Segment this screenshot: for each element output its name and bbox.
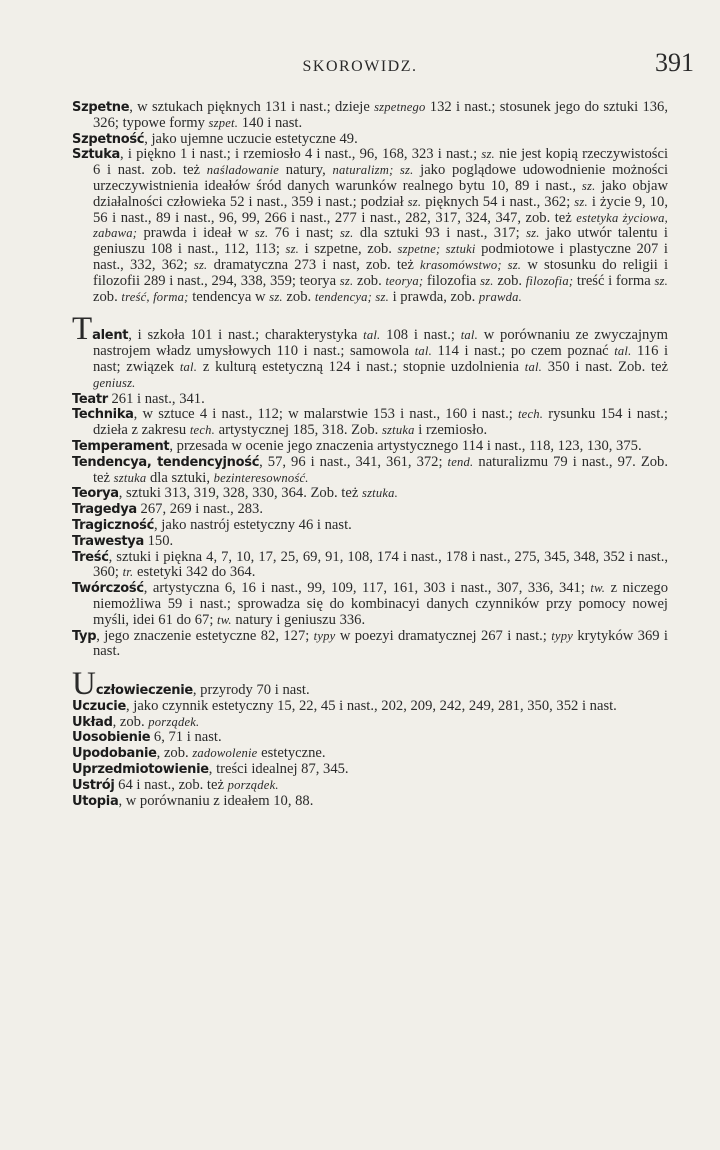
cross-reference: naśladowanie [206, 163, 280, 178]
entry-headword: Upodobanie [72, 746, 157, 762]
entry-text: , sztuki i piękna 4, 7, 10, 17, 25, 69, 91, 108, 174 i nast., 178 i nast., 275, 345, 348, 352 i nast., 360; [93, 548, 668, 581]
entry-headword: Uosobienie [72, 730, 151, 746]
entry-text: w stosunku do religii i filozofii 289 i nast., 294, 338, 359; teorya [93, 256, 668, 289]
index-entry [72, 407, 668, 439]
entry-headword: Układ [72, 714, 113, 730]
index-entry [72, 147, 668, 305]
cross-reference: sz. [481, 147, 495, 162]
entry-text: , zob. [156, 745, 193, 762]
entry-headword: alent [92, 328, 129, 344]
entry-text: i życie 9, 10, 56 i nast., 89 i nast., 96, 99, 266 i nast., 277 i nast., 282, 317, 324, 347, zob. też [93, 193, 668, 226]
entry-headword: Tragedya [72, 502, 137, 518]
entry-text: dla sztuki, [146, 469, 214, 486]
entry-text: , i szkoła 101 i nast.; charakterystyka [128, 327, 364, 344]
section-initial: U [72, 666, 96, 703]
entry-text: , treści idealnej 87, 345. [208, 761, 349, 778]
entry-text: z kulturą estetyczną 124 i nast.; stopnie uzdolnienia [197, 358, 525, 375]
entry-text: rysunku 154 i nast.; dzieła z zakresu [93, 406, 668, 439]
index-entry [72, 132, 668, 148]
entry-text: , zob. [112, 713, 149, 730]
cross-reference: tal. [614, 344, 632, 359]
entry-text: zob. [282, 288, 315, 305]
cross-reference: filozofia; [525, 273, 574, 288]
index-entry [72, 455, 668, 487]
section-initial: T [72, 311, 93, 348]
entry-text: jako objaw działalności człowieka 52 i nast., 359 i nast.; podział [93, 177, 669, 210]
cross-reference: sz. [193, 257, 208, 272]
index-section [72, 311, 669, 660]
cross-reference: sz. [581, 178, 596, 193]
entry-text: 114 i nast.; po czem poznać [431, 343, 615, 360]
entry-text: prawda i ideał w [137, 225, 255, 242]
cross-reference: teorya; [385, 273, 424, 288]
index-entry [72, 518, 668, 534]
cross-reference: sztuka [113, 470, 147, 485]
entry-headword: Typ [72, 628, 97, 644]
index-content [72, 100, 668, 825]
entry-text: 108 i nast.; [380, 327, 461, 344]
index-entry [72, 794, 668, 810]
cross-reference: sztuka. [361, 486, 399, 501]
entry-headword: Sztuka [72, 147, 121, 163]
cross-reference: sz. [285, 242, 300, 257]
entry-text: natury i geniuszu 336. [231, 611, 366, 628]
cross-reference: tendencya; sz. [314, 289, 389, 304]
entry-headword: Tragiczność [72, 517, 154, 533]
index-entry [72, 746, 668, 762]
cross-reference: geniusz. [93, 375, 136, 390]
entry-headword: Teorya [72, 486, 119, 502]
cross-reference: sz. [654, 273, 668, 288]
cross-reference: tal. [179, 359, 198, 374]
entry-text: zob. [493, 272, 526, 289]
entry-headword: Twórczość [72, 581, 144, 597]
entry-text: 261 i nast., 341. [107, 390, 205, 407]
entry-headword: Ustrój [72, 777, 115, 793]
cross-reference: tal. [524, 359, 543, 374]
entry-headword: Uczucie [72, 698, 126, 714]
index-entry [72, 730, 668, 746]
index-entry [72, 581, 668, 628]
page-header [0, 44, 720, 88]
index-entry [72, 629, 668, 661]
entry-text: 350 i nast. Zob. też [542, 358, 668, 375]
entry-headword: Tendencya, tendencyjność [72, 454, 260, 470]
cross-reference: zadowolenie [192, 746, 258, 761]
cross-reference: porządek. [227, 777, 279, 792]
index-entry [72, 534, 668, 550]
cross-reference: typy [551, 628, 573, 643]
cross-reference: sz. [339, 273, 354, 288]
entry-text: nie jest kopią rzeczywistości 6 i nast. zob. też [93, 146, 669, 179]
cross-reference: tal. [363, 328, 381, 343]
entry-text: , jego znaczenie estetyczne 82, 127; [96, 627, 314, 644]
entry-text: estetyki 342 do 364. [133, 564, 256, 581]
cross-reference: tw. [590, 581, 606, 596]
entry-text: jako utwór talentu i geniuszu 108 i nast., 112, 113; [93, 225, 668, 258]
entry-text: 116 i nast; związek [93, 343, 669, 375]
index-section [72, 666, 668, 809]
entry-text: naturalizmu 79 i nast., 97. Zob. też [93, 453, 668, 486]
entry-text: i prawda, zob. [388, 288, 479, 305]
cross-reference: sz. [269, 289, 283, 304]
entry-headword: człowieczenie [95, 683, 193, 699]
cross-reference: tech. [517, 407, 544, 422]
entry-text: , jako ujemne uczucie estetyczne 49. [144, 130, 358, 147]
entry-text: , w sztuce 4 i nast., 112; w malarstwie 153 i nast., 160 i nast.; [133, 406, 518, 423]
cross-reference: treść, forma; [121, 289, 189, 304]
entry-headword: Teatr [72, 391, 108, 407]
cross-reference: sz. [574, 194, 588, 209]
cross-reference: porządek. [148, 714, 200, 729]
entry-text: , artystyczna 6, 16 i nast., 99, 109, 117, 161, 303 i nast., 307, 336, 341; [143, 580, 591, 597]
entry-text: , w sztukach pięknych 131 i nast.; dzieje [129, 99, 375, 115]
cross-reference: tend. [447, 454, 474, 469]
cross-reference: sz. [526, 226, 540, 241]
entry-text: 76 i nast; [268, 225, 340, 242]
cross-reference: krasomówstwo; sz. [420, 257, 522, 272]
entry-text: 132 i nast.; stosunek jego do sztuki 136, 326; typowe formy [93, 99, 668, 131]
entry-text: , jako nastrój estetyczny 46 i nast. [154, 516, 352, 533]
entry-text: , jako czynnik estetyczny 15, 22, 45 i nast., 202, 209, 242, 249, 281, 350, 352 i nast. [125, 697, 617, 714]
index-entry [72, 439, 668, 455]
entry-text: 6, 71 i nast. [150, 729, 222, 746]
index-entry [72, 550, 668, 582]
entry-text: natury, [279, 162, 333, 179]
cross-reference: prawda. [478, 289, 522, 304]
entry-headword: Temperament [72, 438, 170, 454]
index-entry [72, 502, 668, 518]
entry-headword: Uprzedmiotowienie [72, 762, 209, 778]
entry-text: artystycznej 185, 318. Zob. [214, 422, 382, 439]
entry-text: 64 i nast., zob. też [114, 776, 228, 793]
cross-reference: tr. [122, 565, 134, 580]
entry-text: 267, 269 i nast., 283. [136, 501, 263, 518]
cross-reference: naturalizm; sz. [332, 163, 414, 178]
index-entry [72, 715, 668, 731]
entry-text: , 57, 96 i nast., 341, 361, 372; [259, 453, 448, 470]
entry-text: i szpetne, zob. [299, 241, 398, 258]
entry-text: jako poglądowe udowodnienie możności urzeczywistnienia ideałów śród danych warunków realnego bytu 10, 89 i nast., [93, 162, 669, 194]
entry-text: w porównaniu ze zwyczajnym nastrojem władz umysłowych 110 i nast.; samowola [93, 327, 668, 360]
index-entry [72, 311, 669, 391]
entry-headword: Szpetność [72, 131, 145, 147]
entry-text: w poezyi dramatycznej 267 i nast.; [335, 627, 552, 644]
entry-text: , przyrody 70 i nast. [192, 682, 310, 699]
entry-text: dramatyczna 273 i nast, zob. też [207, 256, 421, 273]
index-entry [72, 699, 668, 715]
index-entry [72, 666, 668, 703]
index-entry [72, 762, 668, 778]
index-section [72, 100, 668, 305]
cross-reference: bezinteresowność. [213, 470, 309, 485]
entry-text: 150. [143, 532, 174, 549]
page-number: 391 [655, 48, 694, 77]
index-entry [72, 100, 668, 132]
entry-text: krytyków 369 i nast. [93, 627, 668, 660]
cross-reference: szpet. [208, 115, 239, 130]
cross-reference: tal. [414, 344, 432, 359]
entry-text: estetyczne. [257, 745, 326, 762]
entry-headword: Utopia [72, 793, 119, 809]
entry-text: filozofia [423, 272, 481, 289]
entry-text: , w porównaniu z ideałem 10, 88. [118, 792, 314, 809]
cross-reference: tech. [189, 423, 215, 438]
entry-headword: Technika [72, 407, 134, 423]
entry-headword: Szpetne [72, 100, 130, 115]
running-head: SKOROWIDZ. [302, 58, 418, 75]
entry-text: zob. [353, 272, 386, 289]
entry-text: , i piękno 1 i nast.; i rzemiosło 4 i nast., 96, 168, 323 i nast.; [120, 146, 482, 163]
entry-headword: Treść [72, 549, 109, 565]
index-entry [72, 392, 668, 408]
cross-reference: tw. [217, 612, 232, 627]
cross-reference: sz. [339, 226, 354, 241]
entry-text: zob. [93, 288, 122, 305]
cross-reference: szpetne; sztuki [397, 242, 476, 257]
entry-headword: Trawestya [72, 533, 144, 549]
entry-text: , przesada w ocenie jego znaczenia artystycznego 114 i nast., 118, 123, 130, 375. [169, 437, 642, 454]
cross-reference: sztuka [381, 423, 415, 438]
cross-reference: sz. [407, 194, 422, 209]
entry-text: 140 i nast. [238, 114, 303, 131]
entry-text: i rzemiosło. [414, 422, 488, 439]
entry-text: tendencya w [188, 288, 270, 305]
entry-text: podmiotowe i plastyczne 207 i nast., 332, 362; [93, 241, 668, 273]
cross-reference: typy [313, 628, 336, 643]
index-entry [72, 486, 668, 502]
cross-reference: tal. [460, 328, 478, 343]
cross-reference: sz. [480, 273, 494, 288]
entry-text: dla sztuki 93 i nast., 317; [353, 225, 527, 242]
cross-reference: estetyka życiowa, zabawa; [93, 210, 668, 241]
entry-text: , sztuki 313, 319, 328, 330, 364. Zob. też [118, 485, 362, 502]
entry-text: pięknych 54 i nast., 362; [421, 193, 575, 210]
entry-text: z niczego niemożliwa 59 i nast.; sprowadza się do kombinacyi danych czynników przy pomocy nowej myśli, idei 61 do 67; [93, 580, 669, 628]
index-entry [72, 778, 668, 794]
cross-reference: szpetnego [374, 100, 426, 114]
entry-text: treść i forma [573, 272, 655, 289]
cross-reference: sz. [254, 226, 269, 241]
